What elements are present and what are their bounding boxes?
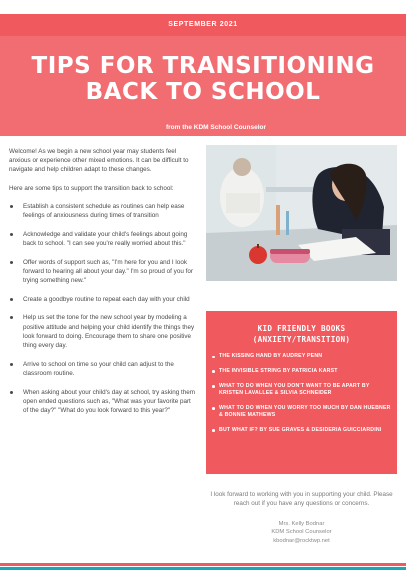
tip-text: Establish a consistent schedule as routines can help ease feelings of anxiousness during times of transition	[23, 202, 185, 220]
bullet-icon	[10, 298, 13, 301]
tip-item	[9, 230, 195, 248]
bullet-icon	[10, 391, 13, 394]
books-heading-line-1: KID FRIENDLY BOOKS	[257, 324, 346, 333]
intro-paragraph: Welcome! As we begin a new school year may students feel anxious or experience other mixed emotions. It can be difficult to navigate and help children adapt to these changes.	[9, 148, 189, 174]
kid-friendly-books-box	[206, 311, 397, 474]
bullet-icon	[10, 363, 13, 366]
counselor-role: KDM School Counselor	[271, 529, 332, 536]
footer-coral-stripe	[0, 563, 406, 566]
bullet-icon	[212, 385, 215, 388]
book-text: WHAT TO DO WHEN YOU DON'T WANT TO BE APART BY KRISTEN LAVALLEE & SILVIA SCHNEIDER	[219, 382, 370, 396]
book-text: THE KISSING HAND BY AUDREY PENN	[219, 353, 323, 359]
counselor-name: Mrs. Kelly Bodnar	[278, 521, 325, 527]
tip-text: Offer words of support such as, "I'm here for you and I look forward to hearing all about your day." I'm so proud of you for trying something new."	[23, 258, 193, 285]
newsletter-date: SEPTEMBER 2021	[168, 21, 238, 28]
tips-list	[9, 202, 195, 415]
counselor-email: kbodnar@rocktwp.net	[273, 537, 330, 544]
books-heading-line-2: (ANXIETY/TRANSITION)	[252, 335, 351, 344]
counselor-signature	[206, 520, 397, 545]
tip-item	[9, 388, 195, 416]
book-text: THE INVISIBLE STRING BY PATRICIA KARST	[219, 367, 338, 374]
tips-intro: Here are some tips to support the transition back to school:	[9, 184, 174, 192]
bullet-icon	[10, 261, 13, 264]
bullet-icon	[212, 370, 215, 373]
bullet-icon	[212, 429, 215, 432]
tip-item	[9, 202, 195, 220]
book-text: WHAT TO DO WHEN YOU WORRY TOO MUCH BY DAN HUEBNER & BONNIE MATHEWS	[219, 404, 391, 418]
tip-text: Arrive to school on time so your child can adjust to the classroom routine.	[23, 360, 174, 377]
tip-item	[9, 360, 195, 378]
student-writing-illustration	[206, 145, 397, 281]
title-line-2: BACK TO SCHOOL	[85, 79, 321, 105]
tip-text: Acknowledge and validate your child's feelings about going back to school. "I can see you're really worried about this."	[23, 230, 188, 247]
main-article	[9, 147, 195, 425]
book-item	[206, 368, 397, 375]
book-item	[206, 427, 397, 434]
bullet-icon	[212, 356, 215, 359]
tip-text: Create a goodbye routine to repeat each day with your child	[23, 295, 190, 303]
books-heading	[206, 323, 397, 345]
books-list	[206, 353, 397, 434]
tip-item	[9, 313, 195, 350]
date-banner	[0, 14, 406, 36]
book-item	[206, 353, 397, 360]
bullet-icon	[10, 233, 13, 236]
tip-item	[9, 295, 195, 304]
title-banner	[0, 36, 406, 136]
bullet-icon	[10, 205, 13, 208]
classroom-photo	[206, 145, 397, 281]
book-item	[206, 405, 397, 420]
newsletter-title	[0, 53, 406, 105]
closing-message: I look forward to working with you in supporting your child. Please reach out if you have any questions or concerns.	[210, 491, 393, 507]
byline: from the KDM School Counselor	[165, 124, 267, 131]
tip-text: Help us set the tone for the new school year by modeling a positive attitude and helping your child identify the things they look forward to doing. Encourage them to share one positive thing every day.	[23, 314, 195, 350]
tip-text: When asking about your child's day at school, try asking them open ended questions such as, "What was your favorite part of the day?" "What do you look forward to this year?"	[23, 388, 196, 415]
title-line-1: TIPS FOR TRANSITIONING	[31, 53, 375, 79]
tip-item	[9, 258, 195, 286]
book-item	[206, 383, 397, 398]
book-text: BUT WHAT IF? BY SUE GRAVES & DESIDERIA GUICCIARDINI	[219, 426, 382, 433]
bullet-icon	[212, 407, 215, 410]
bullet-icon	[10, 316, 13, 319]
footer-teal-stripe	[0, 567, 406, 570]
